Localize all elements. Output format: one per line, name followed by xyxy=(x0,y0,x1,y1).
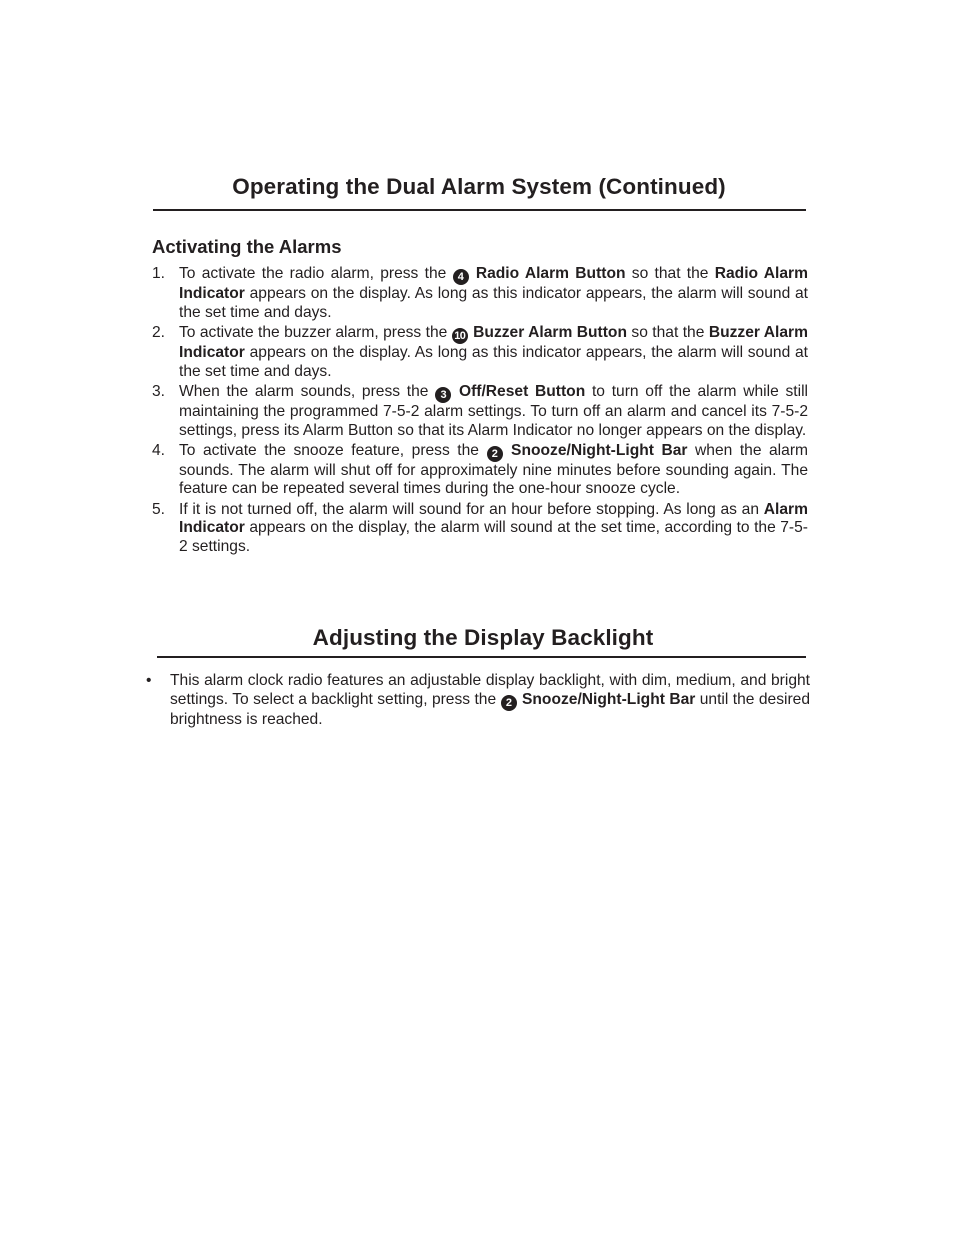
snooze-night-light-bar-term: Snooze/Night-Light Bar xyxy=(511,441,688,459)
snooze-night-light-bar-term: Snooze/Night-Light Bar xyxy=(522,690,696,708)
step-number: 3. xyxy=(152,382,166,400)
step-number: 5. xyxy=(152,500,166,518)
list-item: 4. To activate the snooze feature, press the 2 Snooze/Night-Light Bar when the alarm sounds. The alarm will shut off for approximately nine minutes before sounding again. The feature can be repeated several times during the one-hour snooze cycle. xyxy=(152,441,809,498)
section-title-display-backlight: Adjusting the Display Backlight xyxy=(312,625,654,650)
radio-alarm-button-term: Radio Alarm Button xyxy=(475,265,626,282)
step-number: 2. xyxy=(152,323,166,341)
buzzer-alarm-indicator-term: Buzzer Alarm Indicator xyxy=(179,323,808,361)
step-number: 1. xyxy=(152,265,166,282)
radio-alarm-indicator-term: Radio Alarm Indicator xyxy=(179,265,808,302)
list-item: 1. To activate the radio alarm, press the 4 Radio Alarm Button so that the Radio Alarm Indicator appears on the display. As long as this indicator appears, the alarm will sound at the set time and days. xyxy=(152,265,808,321)
section-title-dual-alarm: Operating the Dual Alarm System (Continued) xyxy=(232,174,726,199)
subheading-activating-alarms: Activating the Alarms xyxy=(152,236,342,257)
bullet-marker: • xyxy=(146,672,152,689)
list-item: 5. If it is not turned off, the alarm will sound for an hour before stopping. As long as an Alarm Indicator appears on the display, the alarm will sound at the set time, according to the 7-5-2 settings. xyxy=(152,500,808,556)
list-item: 3. When the alarm sounds, press the 3 Off/Reset Button to turn off the alarm while still maintaining the programmed 7-5-2 alarm settings. To turn off an alarm and cancel its 7-5-2 settings, press its Alarm Button so that its Alarm Indicator no longer appears on the display. xyxy=(152,382,808,439)
step-number: 4. xyxy=(152,441,166,459)
callout-number-icon: 2 xyxy=(487,446,503,462)
activation-steps-list xyxy=(152,265,808,558)
callout-number-icon: 3 xyxy=(435,387,451,403)
list-item: 2. To activate the buzzer alarm, press the 10 Buzzer Alarm Button so that the Buzzer Alarm Indicator appears on the display. As long as this indicator appears, the alarm will sound at the set time and days. xyxy=(152,323,808,380)
title-underline xyxy=(157,656,806,658)
list-item: • This alarm clock radio features an adjustable display backlight, with dim, medium, and bright settings. To select a backlight setting, press the 2 Snooze/Night-Light Bar until the desired brightness is reached. xyxy=(146,672,810,728)
callout-number-icon: 2 xyxy=(501,695,517,711)
buzzer-alarm-button-term: Buzzer Alarm Button xyxy=(473,323,627,341)
callout-number-icon: 10 xyxy=(452,328,468,344)
callout-number-icon: 4 xyxy=(453,269,469,285)
title-underline xyxy=(153,209,806,211)
backlight-bullet-list xyxy=(146,672,810,729)
alarm-indicator-term: Alarm Indicator xyxy=(179,500,808,537)
off-reset-button-term: Off/Reset Button xyxy=(458,382,586,400)
